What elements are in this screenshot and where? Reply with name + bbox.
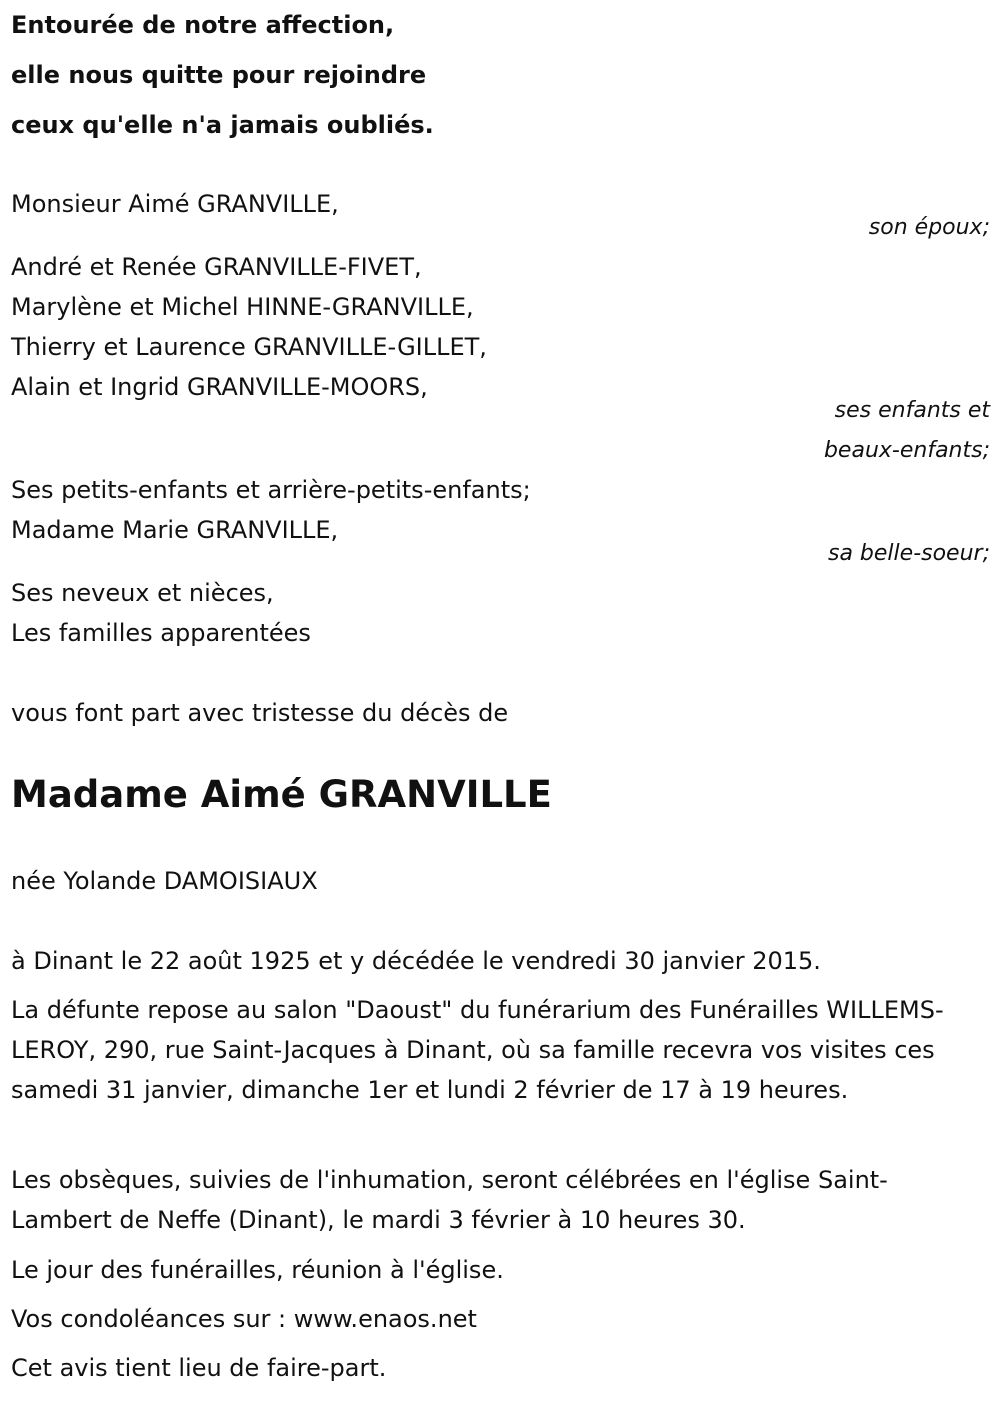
condolences-line: Vos condoléances sur : www.enaos.net bbox=[11, 1305, 477, 1333]
child-line-1: André et Renée GRANVILLE-FIVET, bbox=[11, 253, 422, 281]
announce-line: vous font part avec tristesse du décès de bbox=[11, 699, 509, 727]
children-relation-2: beaux-enfants; bbox=[823, 438, 990, 463]
repose-paragraph: La défunte repose au salon "Daoust" du funérarium des Funérailles WILLEMS-LEROY, 290, rue Saint-Jacques à Dinant, où sa famille recevra vos visites ces samedi 31 janvier, dimanche 1er et lundi 2 février de 17 à 19 heures. bbox=[11, 996, 944, 1104]
funeral-paragraph: Les obsèques, suivies de l'inhumation, seront célébrées en l'église Saint-Lambert de Neffe (Dinant), le mardi 3 février à 10 heures 30. bbox=[11, 1166, 888, 1234]
birth-death-line: à Dinant le 22 août 1925 et y décédée le vendredi 30 janvier 2015. bbox=[11, 947, 821, 975]
notice-line: Cet avis tient lieu de faire-part. bbox=[11, 1354, 387, 1382]
grandchildren-line: Ses petits-enfants et arrière-petits-enfants; bbox=[11, 476, 531, 504]
born-name: née Yolande DAMOISIAUX bbox=[11, 867, 318, 895]
child-line-3: Thierry et Laurence GRANVILLE-GILLET, bbox=[11, 333, 487, 361]
sister-in-law-relation: sa belle-soeur; bbox=[828, 541, 990, 566]
intro-line-2: elle nous quitte pour rejoindre bbox=[11, 61, 427, 89]
relatives-line: Les familles apparentées bbox=[11, 619, 311, 647]
spouse-relation: son époux; bbox=[868, 215, 990, 240]
sister-in-law-name: Madame Marie GRANVILLE, bbox=[11, 516, 339, 544]
intro-line-3: ceux qu'elle n'a jamais oubliés. bbox=[11, 111, 434, 139]
nephews-line: Ses neveux et nièces, bbox=[11, 579, 274, 607]
deceased-name: Madame Aimé GRANVILLE bbox=[11, 773, 552, 816]
children-relation-1: ses enfants et bbox=[834, 398, 990, 423]
child-line-2: Marylène et Michel HINNE-GRANVILLE, bbox=[11, 293, 474, 321]
intro-line-1: Entourée de notre affection, bbox=[11, 11, 395, 39]
meeting-line: Le jour des funérailles, réunion à l'église. bbox=[11, 1256, 504, 1284]
child-line-4: Alain et Ingrid GRANVILLE-MOORS, bbox=[11, 373, 428, 401]
spouse-name: Monsieur Aimé GRANVILLE, bbox=[11, 190, 339, 218]
